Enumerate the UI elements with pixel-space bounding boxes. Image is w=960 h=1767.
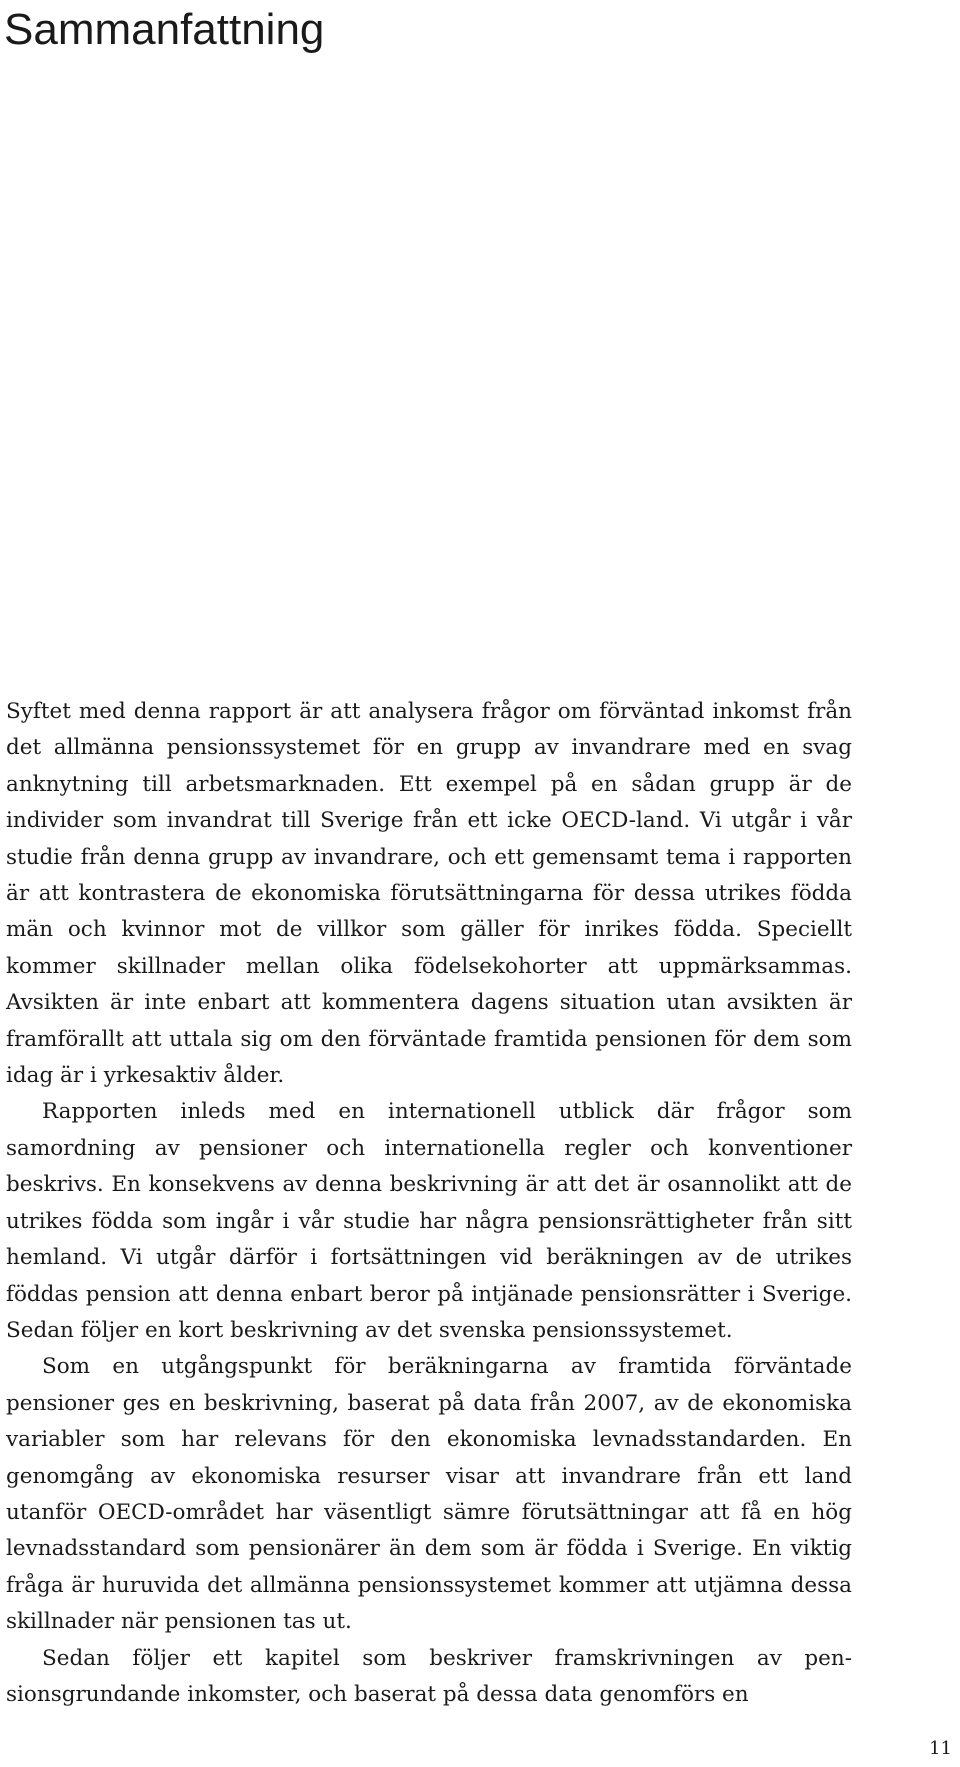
page-number: 11 (929, 1738, 952, 1759)
paragraph: Som en utgångspunkt för beräkningarna av framtida förväntade pensioner ges en beskrivning, baserat på data från 2007, av de ekonomiska variabler som har relevans för den ekonomiska levnadsstandarden. En genomgång av ekonomiska resurser visar att invandrare från ett land utanför OECD-området har väsentligt sämre förutsättningar att få en hög levnadsstandard som pensionärer än dem som är födda i Sverige. En viktig fråga är huruvida det allmänna pensionssystemet kommer att utjämna dessa skillnader när pensionen tas ut. (6, 1354, 852, 1635)
body-text (6, 694, 852, 1713)
paragraph: Rapporten inleds med en internationell utblick där frågor som samordning av pensioner och internationella regler och konventioner beskrivs. En konsekvens av denna beskrivning är att det är osannolikt att de utrikes födda som ingår i vår studie har några pensionsrättigheter från sitt hemland. Vi utgår därför i fortsättningen vid beräkningen av de utrikes föddas pension att denna enbart beror på intjänade pensionsrätter i Sverige. Sedan följer en kort beskrivning av det svenska pensionssystemet. (6, 1099, 852, 1343)
paragraph: Syftet med denna rapport är att analysera frågor om förväntad inkomst från det allmänna pensionssystemet för en grupp av invandrare med en svag anknytning till arbetsmarknaden. Ett exempel på en sådan grupp är de individer som invandrat till Sverige från ett icke OECD-land. Vi utgår i vår studie från denna grupp av invandrare, och ett gemensamt tema i rapporten är att kontrastera de ekonomiska förutsättningarna för dessa utrikes födda män och kvinnor mot de villkor som gäller för inrikes födda. Speciellt kommer skillnader mellan olika födelsekohorter att uppmärksammas. Avsikten är inte enbart att kommentera dagens situation utan avsikten är framförallt att uttala sig om den förväntade framtida pensionen för dem som idag är i yrkesaktiv ålder. (6, 699, 852, 1089)
page-title: Sammanfattning (4, 5, 325, 54)
paragraph: Sedan följer ett kapitel som beskriver framskrivningen av pensionsgrundande inkomster, och baserat på dessa data genomförs en (6, 1645, 852, 1707)
